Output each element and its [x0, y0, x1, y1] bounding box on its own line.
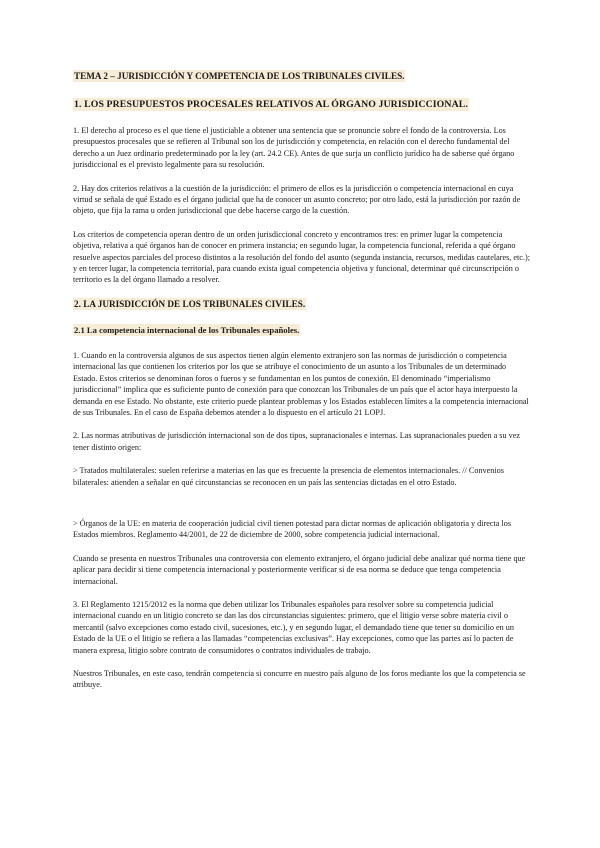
section-2-1-subheading: [73, 324, 530, 336]
paragraph: 2. Las normas atributivas de jurisdicción internacional son de dos tipos, supranacionales e internas. Las supranacionales pueden a su vez tener distinto origen:: [73, 431, 520, 452]
paragraph: 2. Hay dos criterios relativos a la cuestión de la jurisdicción: el primero de ellos es la jurisdicción o competencia internacional en cuya virtud se señala de qué Estado es el órgano judicial que ha de conocer un asunto concreto; por otro lado, está la jurisdicción por razón de objeto, que fija la rama u orden jurisdiccional que debe hacerse cargo de la cuestión.: [73, 183, 521, 216]
paragraph: Los criterios de competencia operan dentro de un orden jurisdiccional concreto y encontramos tres: en primer lugar la competencia objetiva, relativa a qué órganos han de conocer en primera instancia; en segundo lugar, la competencia funcional, referida a qué órgano resuelve aspectos parciales del proceso distintos a la resolución del fondo del asunto (segunda instancia, recursos, medidas cautelares, etc.); y en tercer lugar, la competencia territorial, para cuando exista igual competencia objetiva y funcional, determinar qué circunscripción o territorio es la del órgano llamado a resolver.: [73, 229, 530, 285]
paragraph: > Órganos de la UE: en materia de cooperación judicial civil tienen potestad para dictar normas de aplicación obligatoria y directa los Estados miembros. Reglamento 44/2001, de 22 de diciembre de 2000, sobre competencia judicial internacional.: [73, 518, 512, 540]
section-2-heading: [73, 298, 530, 310]
paragraph: > Tratados multilaterales: suelen referirse a materias en las que es frecuente la presencia de elementos internacionales. // Convenios bilaterales: atienden a señalar en qué circunstancias se reconocen en un país las sentencias dictadas en el otro Estado.: [73, 466, 504, 487]
section-1-heading: [73, 98, 530, 111]
section-2-1-subheading-text: 2.1 La competencia internacional de los Tribunales españoles.: [74, 324, 300, 335]
section-2-heading-text: 2. LA JURISDICCIÓN DE LOS TRIBUNALES CIVILES.: [74, 298, 306, 309]
document-title: [73, 70, 530, 82]
section-1-heading-text: 1. LOS PRESUPUESTOS PROCESALES RELATIVOS AL ÓRGANO JURISDICCIONAL.: [74, 99, 468, 110]
document-title-text: TEMA 2 – JURISDICCIÓN Y COMPETENCIA DE LOS TRIBUNALES CIVILES.: [74, 71, 405, 81]
paragraph: Nuestros Tribunales, en este caso, tendrán competencia si concurre en nuestro país alguno de los foros mediante los que la competencia se atribuye.: [73, 669, 526, 690]
paragraph: 1. El derecho al proceso es el que tiene el justiciable a obtener una sentencia que se pronuncie sobre el fondo de la controversia. Los presupuestos procesales que se refieren al Tribunal son los de jurisdicción y competencia, en relación con el derecho fundamental del derecho a un Juez ordinario predeterminado por la ley (art. 24.2 CE). Antes de que surja un conflicto jurídico ha de saberse qué órgano jurisdiccional es el previsto legalmente para su resolución.: [73, 126, 515, 170]
paragraph: 3. El Reglamento 1215/2012 es la norma que deben utilizar los Tribunales españoles para resolver sobre su competencia judicial internacional cuando en un litigio concreto se dan las dos circunstancias siguientes: primero, que el litigio verse sobre materia civil o mercantil (salvo excepciones como estado civil, sucesiones, etc.), y en segundo lugar, el demandado tiene que tener su domicilio en un Estado de la UE o el litigio se refiera a las llamadas “competencias exclusivas”. Hay excepciones, como que las partes así lo pacten de manera expresa, litigio sobre contrato de consumidores o contratos individuales de trabajo.: [73, 599, 514, 655]
paragraph: Cuando se presenta en nuestros Tribunales una controversia con elemento extranjero, el órgano judicial debe analizar qué norma tiene que aplicar para decidir si tiene competencia internacional y posteriormente verificar si de esa norma se deduce que tenga competencia internacional.: [73, 553, 526, 586]
paragraph: 1. Cuando en la controversia algunos de sus aspectos tienen algún elemento extranjero son las normas de jurisdicción o competencia internacional las que contienen los criterios por los que se atribuye el conocimiento de un asunto a los Tribunales de un determinado Estado. Estos criterios se denominan foros o fueros y se fundamentan en los puntos de conexión. El denominado “imperialismo jurisdiccional” implica que es suficiente punto de conexión para que conozcan los Tribunales de un país que el actor haya interpuesto la demanda en ese Estado. No obstante, este criterio puede plantear problemas y los Estados establecen límites a la competencia internacional de sus Tribunales. En el caso de España debemos atender a lo dispuesto en el artículo 21 LOPJ.: [73, 350, 529, 417]
